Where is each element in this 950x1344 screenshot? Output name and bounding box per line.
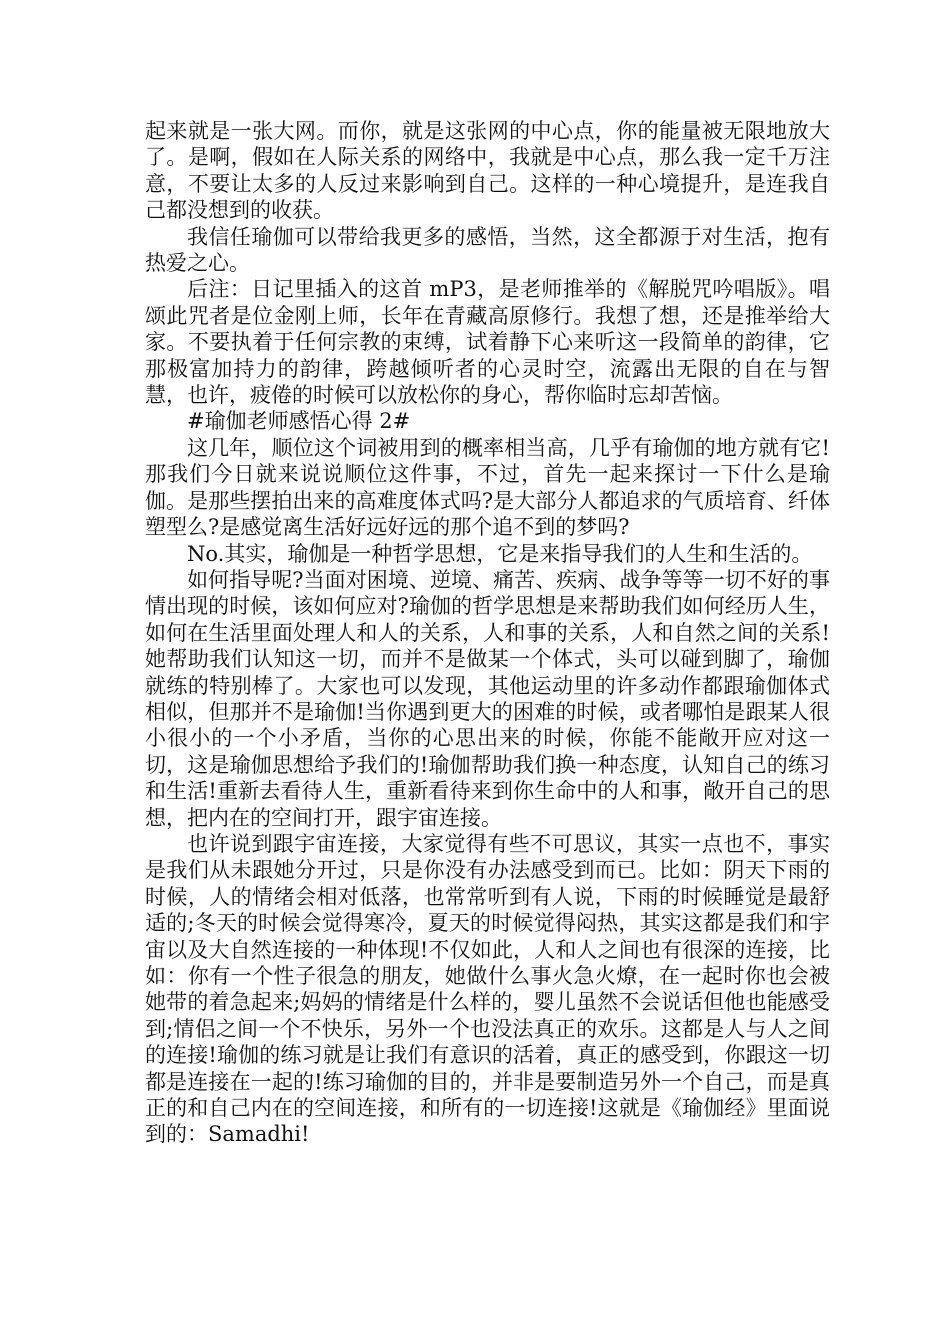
paragraph-philosophy: No.其实，瑜伽是一种哲学思想，它是来指导我们的人生和生活的。 — [187, 541, 813, 566]
section-heading: #瑜伽老师感悟心得 2# — [187, 409, 411, 434]
paragraph-guidance: 如何指导呢?当面对困境、逆境、痛苦、疾病、战争等等一切不好的事情出现的时候，该如何应对?瑜伽的哲学思想是来帮助我们如何经历人生，如何在生活里面处理人和人的关系，人和事的关系，人和自然之间的关系!她帮助我们认知这一切，而并不是做某一个体式，头可以碰到脚了，瑜伽就练的特别棒了。大家也可以发现，其他运动里的许多动作都跟瑜伽体式相似，但那并不是瑜伽!当你遇到更大的困难的时候，或者哪怕是跟某人很小很小的一个小矛盾，当你的心思出来的时候，你能不能敞开应对这一切，这是瑜伽思想给予我们的!瑜伽帮助我们换一种态度，认知自己的练习和生活!重新去看待人生，重新看待来到你生命中的人和事，敞开自己的思想，把内在的空间打开，跟宇宙连接。 — [145, 567, 830, 830]
paragraph-trust-yoga: 我信任瑜伽可以带给我更多的感悟，当然，这全都源于对生活，抱有热爱之心。 — [145, 224, 830, 276]
paragraph-continuation: 起来就是一张大网。而你，就是这张网的中心点，你的能量被无限地放大了。是啊，假如在人际关系的网络中，我就是中心点，那么我一定千万注意，不要让太多的人反过来影响到自己。这样的一种心境提升，是连我自己都没想到的收获。 — [145, 119, 830, 223]
paragraph-universe-connection: 也许说到跟宇宙连接，大家觉得有些不可思议，其实一点也不，事实是我们从未跟她分开过，只是你没有办法感受到而已。比如：阴天下雨的时候，人的情绪会相对低落，也常常听到有人说，下雨的时候睡觉是最舒适的;冬天的时候会觉得寒冷，夏天的时候觉得闷热，其实这都是我们和宇宙以及大自然连接的一种体现!不仅如此，人和人之间也有很深的连接，比如：你有一个性子很急的朋友，她做什么事火急火燎，在一起时你也会被她带的着急起来;妈妈的情绪是什么样的，婴儿虽然不会说话但他也能感受到;情侣之间一个不快乐，另外一个也没法真正的欢乐。这都是人与人之间的连接!瑜伽的练习就是让我们有意识的活着，真正的感受到，你跟这一切都是连接在一起的!练习瑜伽的目的，并非是要制造另外一个自己，而是真正的和自己内在的空间连接，和所有的一切连接!这就是《瑜伽经》里面说到的：Samadhi! — [145, 831, 830, 1147]
document-page — [145, 118, 830, 1148]
paragraph-alignment-intro: 这几年，顺位这个词被用到的概率相当高，几乎有瑜伽的地方就有它!那我们今日就来说说顺位这件事，不过，首先一起来探讨一下什么是瑜伽。是那些摆拍出来的高难度体式吗?是大部分人都追求的气质培育、纤体塑型么?是感觉离生活好远好远的那个追不到的梦吗? — [145, 435, 830, 540]
paragraph-postscript: 后注：日记里插入的这首 mP3，是老师推举的《解脱咒吟唱版》。唱颂此咒者是位金刚上师，长年在青藏高原修行。我想了想，还是推举给大家。不要执着于任何宗教的束缚，试着静下心来听这一段简单的韵律，它那极富加持力的韵律，跨越倾听者的心灵时空，流露出无限的自在与智慧，也许，疲倦的时候可以放松你的身心，帮你临时忘却苦恼。 — [145, 277, 830, 408]
